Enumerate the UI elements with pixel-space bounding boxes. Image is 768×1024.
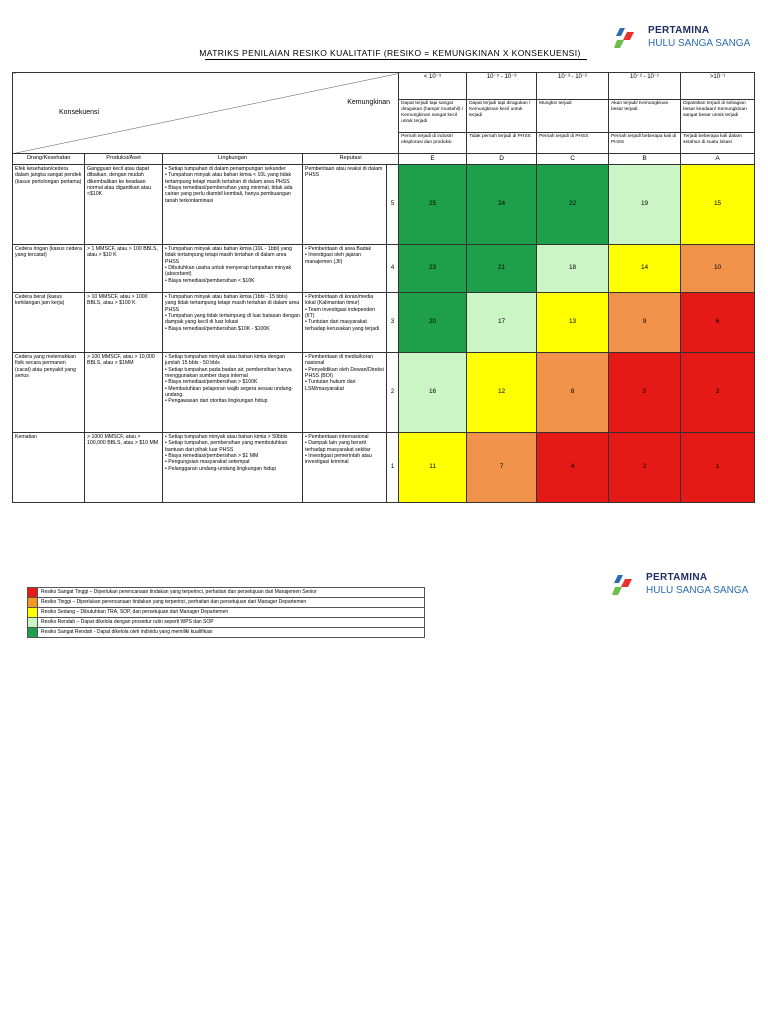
lingkungan-item: • Tumpahan minyak atau bahan kimia (1bbl - 15 bbls) yang tidak tertampung tetapi masih tertahan di dalam area PHSS — [165, 293, 300, 313]
legend-row — [28, 598, 425, 608]
legend-swatch — [28, 608, 38, 618]
consequence-lingkungan — [163, 352, 303, 432]
letter-d: D — [467, 154, 537, 165]
logo-name: PERTAMINA — [646, 572, 708, 583]
header-diagonal-cell — [13, 73, 399, 154]
letter-a: A — [681, 154, 755, 165]
letter-c: C — [537, 154, 609, 165]
legend-text: Resiko Sedang – Dibutuhkan TRA, SOP, dan persetujuan dari Manager Departemen — [38, 608, 425, 618]
lingkungan-item: • Pelanggaran undang-undang lingkungan hidup — [165, 465, 277, 472]
consequence-index: 5 — [387, 164, 399, 244]
consequence-lingkungan — [163, 292, 303, 352]
reputasi-item: • Team investigasi independen (IIT) — [305, 306, 376, 319]
legend-swatch — [28, 618, 38, 628]
consequence-index: 2 — [387, 352, 399, 432]
lingkungan-item: • Membutuhkan pelaporan wajib segera sesuai undang-undang. — [165, 385, 294, 398]
column-header-reputasi: Reputasi — [303, 154, 399, 165]
legend-text: Resiko Sangat Tinggi – Diperlukan perencanaan tindakan yang terperinci, perhatian dan persetujuan dari Manajemen Senior — [38, 588, 425, 598]
reputasi-item: • Pemberitaan di area Badak — [305, 245, 372, 252]
likelihood-desc-e: Dapat terjadi tapi sangat diragukan (hampir mustahil) / Kemungkinan sangat kecil untuk terjadi — [399, 100, 467, 133]
legend-swatch — [28, 628, 38, 638]
risk-score-cell: 5 — [609, 352, 681, 432]
experience-b: Pernah terjadi beberapa kali di PHSS — [609, 133, 681, 154]
reputasi-item: • Pemberitaan di media/koran nasional — [305, 353, 374, 367]
risk-score-cell: 25 — [399, 164, 467, 244]
reputasi-item: • Investigasi pemerintah atau investigasi kriminal — [305, 452, 372, 466]
probability-c: 10⁻³ - 10⁻² — [537, 73, 609, 100]
reputasi-item: • Investigasi oleh jajaran manajemen (JII) — [305, 252, 362, 265]
probability-a: >10⁻¹ — [681, 73, 755, 100]
consequence-produksi: Gangguan kecil atau dapat dibaikan, dengan mudah dikembalikan ke keadaan normal atau digantikan atau <$10K — [85, 164, 163, 244]
risk-score-cell: 10 — [681, 244, 755, 292]
lingkungan-item: • Biaya remediasi/pembersihan > $1 MM — [165, 452, 259, 459]
probability-e: < 10⁻⁵ — [399, 73, 467, 100]
reputasi-item: • Tuntutan hukum dari LSM/masyarakat — [305, 379, 356, 392]
lingkungan-item: • Setiap tumpahan, pembersihan yang membutuhkan bantuan dari pihak luar PHSS — [165, 440, 288, 453]
likelihood-desc-a: Dipastikan terjadi di sebagian besar keadaan/ Kemungkinan sangat besar untuk terjadi — [681, 100, 755, 133]
experience-a: Terjadi beberapa kali dalam setahun di suatu lokasi — [681, 133, 755, 154]
matrix-row-4 — [13, 244, 755, 292]
risk-score-cell: 20 — [399, 292, 467, 352]
legend-text: Resiko Rendah – Dapat dikelola dengan prosedur rutin seperti WPS dan SOP — [38, 618, 425, 628]
lingkungan-item: • Pengungsian masyarakat setempat — [165, 459, 250, 466]
consequence-index: 1 — [387, 432, 399, 502]
consequence-produksi: > 100 MMSCF, atau > 10,000 BBLS, atau > $1MM — [85, 352, 163, 432]
letter-b: B — [609, 154, 681, 165]
probability-b: 10⁻² - 10⁻¹ — [609, 73, 681, 100]
risk-score-cell: 14 — [609, 244, 681, 292]
consequence-orang: Kematian — [13, 432, 85, 502]
lingkungan-item: • Setiap tumpahan di dalam penampungan sekunder — [165, 165, 286, 172]
consequence-orang: Cedera yang melemahkan fisik secara permanen (cacat) atau penyakit yang serius — [13, 352, 85, 432]
lingkungan-item: • Setiap tumpahan minyak atau bahan kimia > 50bbls — [165, 433, 288, 440]
risk-matrix-table — [12, 72, 755, 503]
matrix-body — [13, 164, 755, 502]
risk-score-cell: 21 — [467, 244, 537, 292]
consequence-lingkungan — [163, 164, 303, 244]
consequence-lingkungan — [163, 432, 303, 502]
consequence-reputasi — [303, 352, 387, 432]
risk-score-cell: 4 — [537, 432, 609, 502]
reputasi-item: • Pemberitaan di koran/media lokal (Kalimantan timur) — [305, 293, 374, 307]
pertamina-logo-icon — [612, 573, 642, 599]
matrix-row-3 — [13, 292, 755, 352]
matrix-row-1 — [13, 432, 755, 502]
consequence-reputasi — [303, 432, 387, 502]
experience-c: Pernah terjadi di PHSS — [537, 133, 609, 154]
experience-e: Pernah terjadi di industri eksplorasi dan produksi — [399, 133, 467, 154]
consequence-produksi: > 10 MMSCF, atau > 1000 BBLS, atau > $100 K — [85, 292, 163, 352]
column-header-lingkungan: Lingkungan — [163, 154, 303, 165]
risk-score-cell: 11 — [399, 432, 467, 502]
lingkungan-item: • Biaya remediasi/pembersihan > $100K — [165, 379, 258, 386]
legend-row — [28, 588, 425, 598]
consequence-orang: Cedera ringan (kasus cedera yang tercatat) — [13, 244, 85, 292]
risk-score-cell: 18 — [537, 244, 609, 292]
risk-score-cell: 22 — [537, 164, 609, 244]
risk-score-cell: 2 — [609, 432, 681, 502]
risk-score-cell: 24 — [467, 164, 537, 244]
consequence-index: 4 — [387, 244, 399, 292]
experience-d: Tidak pernah terjadi di PHSS — [467, 133, 537, 154]
pertamina-logo-top — [614, 26, 750, 52]
logo-name: PERTAMINA — [648, 25, 710, 36]
likelihood-desc-d: Dapat terjadi tapi diragukan / Kemungkinan kecil untuk terjadi — [467, 100, 537, 133]
reputasi-item: • Pemberitaan internasional — [305, 433, 369, 440]
matrix-row-5 — [13, 164, 755, 244]
lingkungan-item: • Tumpahan yang tidak tertampung di luar batasan dengan dampak yang kecil di luar lokasi — [165, 312, 300, 326]
page-title: MATRIKS PENILAIAN RESIKO KUALITATIF (RESIKO = KEMUNGKINAN X KONSEKUENSI) — [199, 48, 581, 58]
title-underline — [205, 59, 587, 60]
probability-d: 10⁻⁵ - 10⁻³ — [467, 73, 537, 100]
lingkungan-item: • Biaya remediasi/pembersihan $10K - $100K — [165, 325, 270, 332]
consequence-orang: Efek kesehatan/cedera dalam jangka sangat pendek (kasus pertolongan pertama) — [13, 164, 85, 244]
consequence-orang: Cedera berat (kasus kehilangan jam kerja) — [13, 292, 85, 352]
reputasi-item: • Tuntutan dari masyarakat terhadap kerusakan yang terjadi — [305, 319, 380, 332]
consequence-reputasi — [303, 164, 387, 244]
lingkungan-item: • Tumpahan minyak atau bahan kimia < 10L yang tidak tertampung tetapi masih tertahan di dalam area PHSS — [165, 172, 292, 185]
consequence-index: 3 — [387, 292, 399, 352]
column-header-produksi: Produksi/Aset — [85, 154, 163, 165]
consequence-produksi: > 1 MMSCF, atau > 100 BBLS, atau > $10 K — [85, 244, 163, 292]
konsekuensi-label: Konsekuensi — [59, 109, 100, 116]
logo-subtitle: HULU SANGA SANGA — [646, 585, 749, 596]
legend-swatch — [28, 598, 38, 608]
logo-subtitle: HULU SANGA SANGA — [648, 38, 751, 49]
risk-score-cell: 15 — [681, 164, 755, 244]
lingkungan-item: • Setiap tumpahan minyak atau bahan kimia dengan jumlah 15 bbls - 50 bbls — [165, 353, 286, 367]
lingkungan-item: • Dibutuhkan usaha untuk menyerap tumpahan minyak (absorbent) — [165, 264, 292, 278]
lingkungan-item: • Tumpahan minyak atau bahan kimia (10L - 1bbl) yang tidak tertampung tetapi masih tertahan di dalam area PHSS — [165, 245, 293, 265]
consequence-produksi: > 1000 MMSCF, atau > 100,000 BBLS, atau > $10 MM — [85, 432, 163, 502]
risk-score-cell: 3 — [681, 352, 755, 432]
risk-score-cell: 7 — [467, 432, 537, 502]
kemungkinan-label: Kemungkinan — [347, 99, 391, 106]
reputasi-item: • Penyelidikan oleh Dewan/Direksi PHSS (BOI) — [305, 366, 384, 379]
letter-e: E — [399, 154, 467, 165]
risk-score-cell: 17 — [467, 292, 537, 352]
risk-score-cell: 6 — [681, 292, 755, 352]
risk-score-cell: 9 — [609, 292, 681, 352]
consequence-reputasi — [303, 244, 387, 292]
risk-score-cell: 8 — [537, 352, 609, 432]
risk-score-cell: 23 — [399, 244, 467, 292]
consequence-reputasi — [303, 292, 387, 352]
legend-text: Resiko Sangat Rendah - Dapat dikelola oleh individu yang memiliki kualifikasi — [38, 628, 425, 638]
risk-score-cell: 13 — [537, 292, 609, 352]
lingkungan-item: • Biaya remediasi/pembersihan yang minimal, tidak ada cairan yang perlu diambil kembali, hanya pembuangan tanah terkontaminasi — [165, 184, 293, 204]
risk-score-cell: 12 — [467, 352, 537, 432]
matrix-row-2 — [13, 352, 755, 432]
pertamina-logo-bottom — [612, 573, 748, 599]
legend-swatch — [28, 588, 38, 598]
reputasi-item: • Dampak lain yang berarti terhadap masyarakat sekitar — [305, 440, 371, 453]
consequence-lingkungan — [163, 244, 303, 292]
reputasi-item: Pemberitaan atau reaksi di dalam PHSS — [305, 165, 383, 179]
likelihood-desc-c: Mungkin terjadi — [537, 100, 609, 133]
lingkungan-item: • Biaya remediasi/pembersihan < $10K — [165, 277, 255, 284]
legend-row — [28, 618, 425, 628]
risk-score-cell: 1 — [681, 432, 755, 502]
legend-text: Resiko Tinggi – Diperlukan perencanaan tindakan yang terperinci, perhatian dan persetujuan dari Manager Departemen — [38, 598, 425, 608]
legend-row — [28, 628, 425, 638]
legend-row — [28, 608, 425, 618]
risk-score-cell: 19 — [609, 164, 681, 244]
likelihood-desc-b: Akan terjadi/ Kemungkinan besar terjadi — [609, 100, 681, 133]
lingkungan-item: • Pengawasan dari otoritas lingkungan hidup — [165, 398, 268, 405]
risk-score-cell: 16 — [399, 352, 467, 432]
lingkungan-item: • Setiap tumpahan pada badan air, pembersihan hanya menggunakan sumber daya internal — [165, 366, 292, 379]
column-header-orang: Orang/Kesehatan — [13, 154, 85, 165]
risk-legend — [27, 587, 425, 638]
